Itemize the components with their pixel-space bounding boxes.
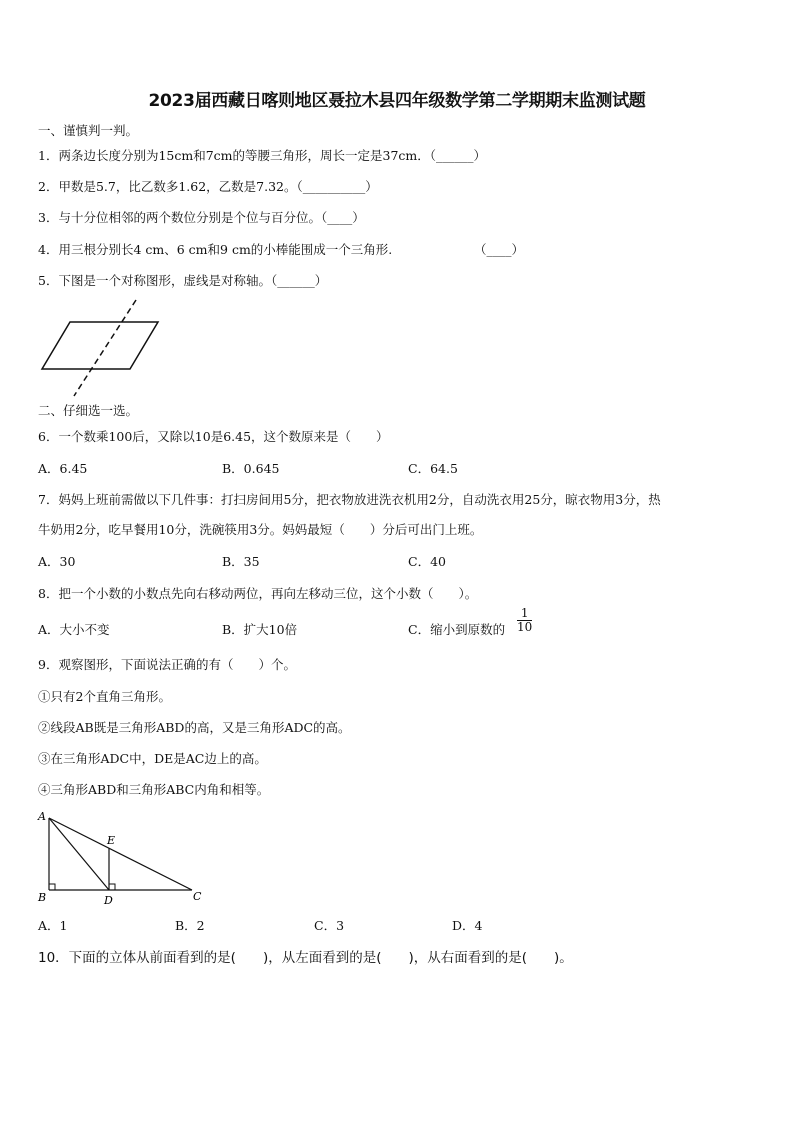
question-1: 1．两条边长度分别为15cm和7cm的等腰三角形，周长一定是37cm．（______） — [38, 148, 487, 163]
section-heading-choose: 二、仔细选一选。 — [38, 403, 139, 418]
segment-ac — [49, 818, 192, 890]
question-4-blank: （____） — [474, 242, 525, 257]
question-6: 6．一个数乘100后，又除以10是6.45，这个数原来是（ ） — [38, 429, 389, 444]
question-3: 3．与十分位相邻的两个数位分别是个位与百分位。（____） — [38, 210, 365, 225]
question-9: 9．观察图形，下面说法正确的有（ ）个。 — [38, 657, 296, 672]
right-angle-mark-d — [109, 884, 115, 890]
question-8-option-c: C．缩小到原数的 — [408, 622, 506, 637]
fraction-denominator: 10 — [517, 620, 533, 634]
fraction-numerator: 1 — [520, 606, 529, 620]
question-8-option-a: A．大小不变 — [38, 622, 110, 637]
question-5: 5．下图是一个对称图形，虚线是对称轴。（______） — [38, 273, 328, 288]
label-d: D — [104, 894, 113, 907]
question-9-option-b: B．2 — [175, 918, 205, 933]
question-6-option-b: B．0.645 — [222, 461, 280, 476]
question-7-option-c: C．40 — [408, 554, 446, 569]
question-8: 8．把一个小数的小数点先向右移动两位，再向左移动三位，这个小数（ ）。 — [38, 586, 478, 601]
question-7-option-b: B．35 — [222, 554, 260, 569]
section-heading-judge: 一、谨慎判一判。 — [38, 123, 139, 138]
question-2: 2．甲数是5.7，比乙数多1.62，乙数是7.32。（__________） — [38, 179, 378, 194]
segment-ad — [49, 818, 109, 890]
label-e: E — [107, 834, 116, 847]
question-9-statement-1: ①只有2个直角三角形。 — [38, 689, 171, 704]
right-angle-mark-b — [49, 884, 55, 890]
question-9-statement-4: ④三角形ABD和三角形ABC内角和相等。 — [38, 782, 270, 797]
question-7-option-a: A．30 — [38, 554, 76, 569]
page-title: 2023届西藏日喀则地区聂拉木县四年级数学第二学期期末监测试题 — [148, 91, 646, 111]
question-7-line-1: 7．妈妈上班前需做以下几件事：打扫房间用5分，把衣物放进洗衣机用2分，自动洗衣用25分，晾衣物用3分，热 — [38, 492, 661, 507]
question-9-statement-2: ②线段AB既是三角形ABD的高，又是三角形ADC的高。 — [38, 720, 351, 735]
question-6-option-a: A．6.45 — [38, 461, 88, 476]
question-10: 10．下面的立体从前面看到的是( )，从左面看到的是( )，从右面看到的是( )。 — [38, 950, 573, 966]
question-9-statement-3: ③在三角形ADC中，DE是AC边上的高。 — [38, 751, 267, 766]
label-c: C — [193, 890, 202, 903]
question-4: 4．用三根分别长4 cm、6 cm和9 cm的小棒能围成一个三角形. — [38, 242, 393, 257]
label-b: B — [38, 891, 47, 904]
question-9-option-a: A．1 — [38, 918, 68, 933]
question-9-option-d: D．4 — [452, 918, 483, 933]
question-6-option-c: C．64.5 — [408, 461, 458, 476]
question-8-option-b: B．扩大10倍 — [222, 622, 298, 637]
question-9-option-c: C．3 — [314, 918, 345, 933]
question-7-line-2: 牛奶用2分，吃早餐用10分，洗碗筷用3分。妈妈最短（ ）分后可出门上班。 — [38, 522, 483, 537]
label-a: A — [38, 810, 46, 823]
